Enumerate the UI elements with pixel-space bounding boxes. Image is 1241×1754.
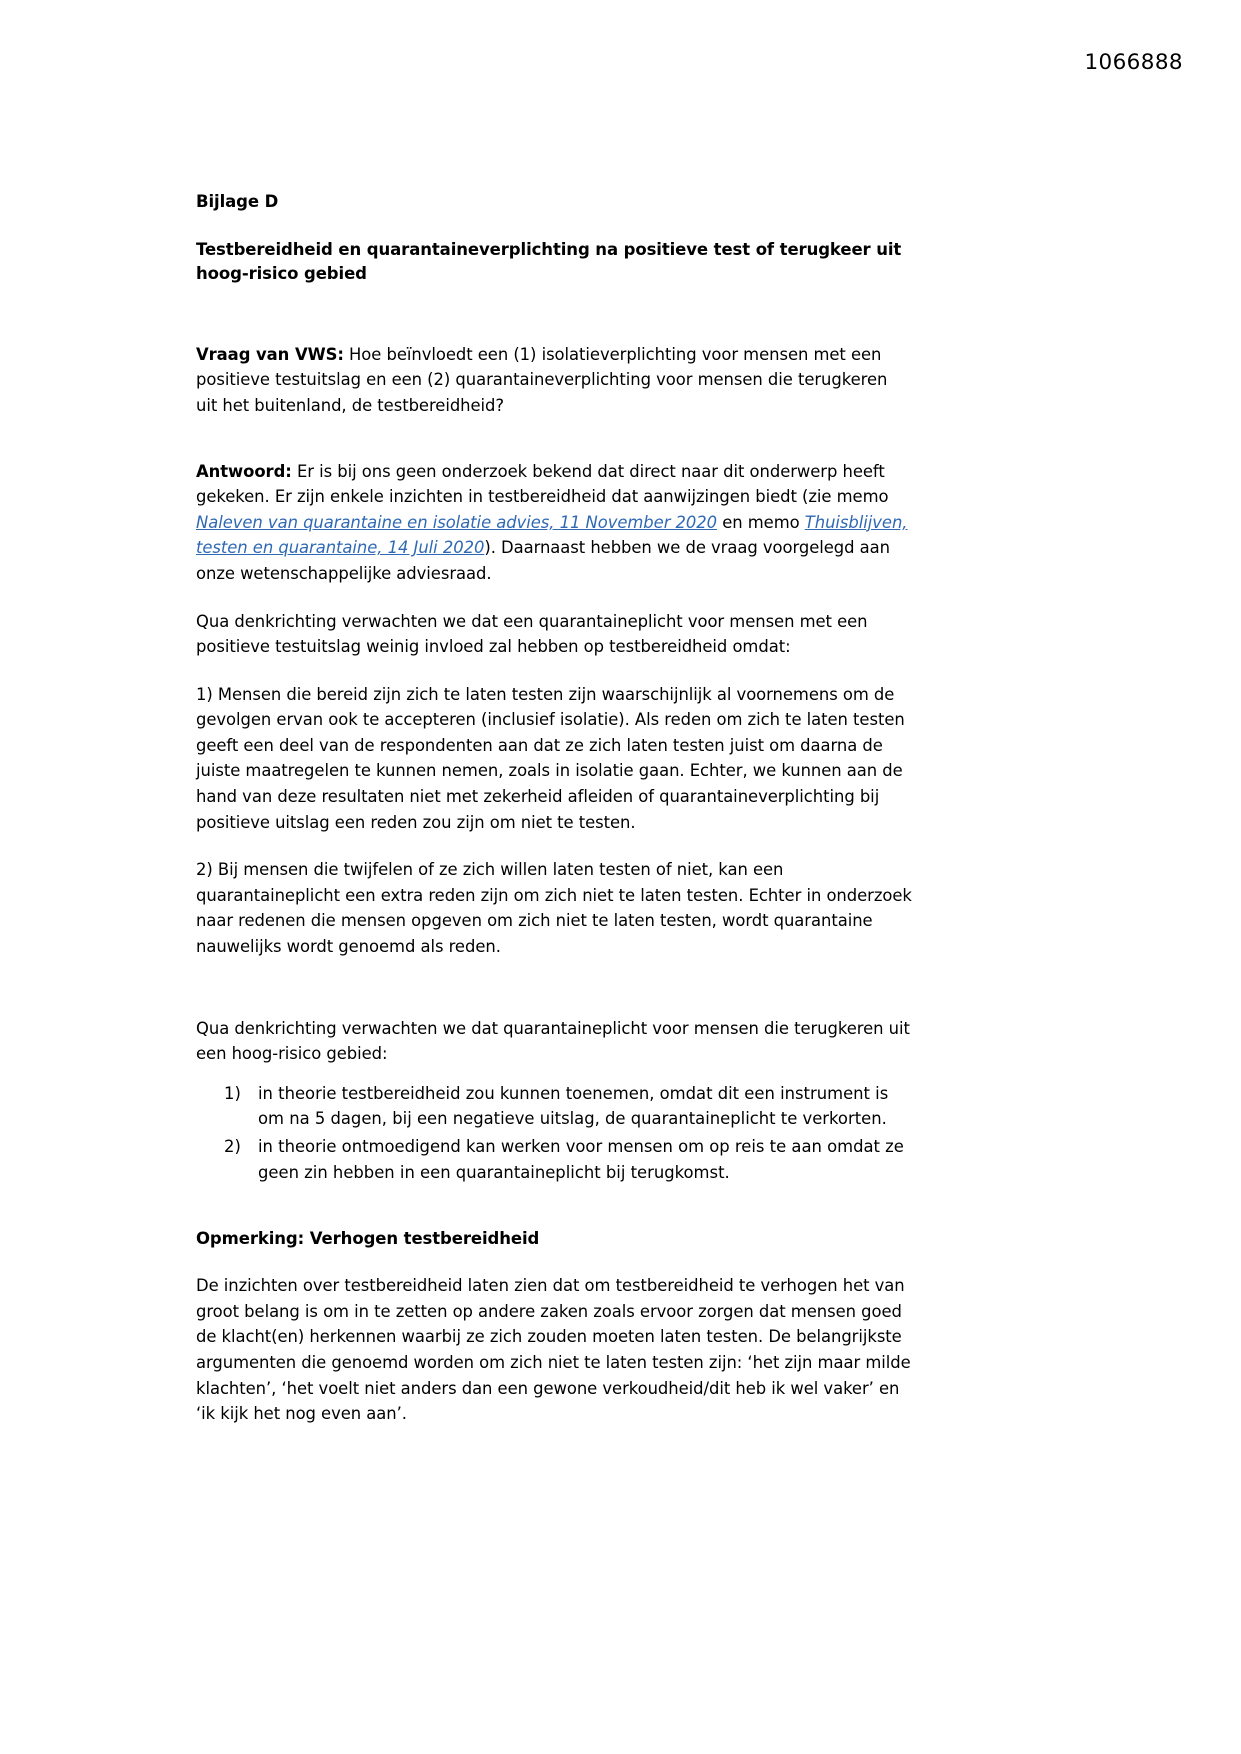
spacer xyxy=(196,1187,912,1227)
page-number: 1066888 xyxy=(1084,50,1183,75)
spacer xyxy=(196,960,912,1016)
answer-text-intro: Er is bij ons geen onderzoek bekend dat direct naar dit onderwerp heeft gekeken. Er zijn enkele inzichten in testbereidheid dat aanwijzingen biedt (zie memo xyxy=(196,461,889,507)
intro-highrisk-paragraph: Qua denkrichting verwachten we dat quarantaineplicht voor mensen die terugkeren uit een hoog-risico gebied: xyxy=(196,1018,910,1064)
appendix-label: Bijlage D xyxy=(196,192,279,211)
reason-paragraph-2: 2) Bij mensen die twijfelen of ze zich willen laten testen of niet, kan een quarantaineplicht een extra reden zijn om zich niet te laten testen. Echter in onderzoek naar redenen die mensen opgeven om zich niet te laten testen, wordt quarantaine nauwelijks wordt genoemd als reden. xyxy=(196,860,912,957)
question-text: Hoe beïnvloedt een (1) isolatieverplichting voor mensen met een positieve testuitslag en een (2) quarantaineverplichting voor mensen die terugkeren uit het buitenland, de testbereidheid? xyxy=(196,344,888,415)
highrisk-list xyxy=(196,1081,912,1185)
remark-heading: Opmerking: Verhogen testbereidheid xyxy=(196,1229,540,1249)
list-item: in theorie testbereidheid zou kunnen toenemen, omdat dit een instrument is om na 5 dagen, bij een negatieve uitslag, de quarantaineplicht te verkorten. xyxy=(258,1083,889,1129)
spacer xyxy=(196,286,912,342)
answer-text-outro: ). Daarnaast hebben we de vraag voorgelegd aan onze wetenschappelijke adviesraad. xyxy=(196,538,891,583)
list-item: in theorie ontmoedigend kan werken voor mensen om op reis te aan omdat ze geen zin hebben in een quarantaineplicht bij terugkomst. xyxy=(258,1137,904,1182)
reason-paragraph-1: 1) Mensen die bereid zijn zich te laten testen zijn waarschijnlijk al voornemens om de gevolgen ervan ook te accepteren (inclusief isolatie). Als reden om zich te laten testen geeft een deel van de respondenten aan dat ze zich laten testen juist om daarna de juiste maatregelen te kunnen nemen, zoals in isolatie gaan. Echter, we kunnen aan de hand van deze resultaten niet met zekerheid afleiden of quarantaineverplichting bij positieve uitslag een reden zou zijn om niet te testen. xyxy=(196,684,905,832)
spacer xyxy=(196,835,912,857)
spacer xyxy=(196,660,912,682)
answer-paragraph xyxy=(196,459,912,587)
memo-link-thuisblijven-testen[interactable]: Thuisblijven, testen en quarantaine, 14 Juli 2020 xyxy=(196,512,908,558)
page-title: Testbereidheid en quarantaineverplichting na positieve test of terugkeer uit hoog-risico gebied xyxy=(196,239,902,283)
spacer xyxy=(196,1251,912,1273)
question-paragraph xyxy=(196,342,912,419)
question-label: Vraag van VWS: xyxy=(196,344,344,364)
spacer xyxy=(196,1067,912,1081)
document-body xyxy=(196,190,912,1427)
spacer xyxy=(196,419,912,459)
spacer xyxy=(196,587,912,609)
memo-link-naleven-quarantaine[interactable]: Naleven van quarantaine en isolatie advies, 11 November 2020 xyxy=(196,512,718,532)
intro-positive-test-paragraph: Qua denkrichting verwachten we dat een quarantaineplicht voor mensen met een positieve testuitslag weinig invloed zal hebben op testbereidheid omdat: xyxy=(196,611,868,657)
remark-paragraph: De inzichten over testbereidheid laten zien dat om testbereidheid te verhogen het van groot belang is om in te zetten op andere zaken zoals ervoor zorgen dat mensen goed de klacht(en) herkennen waarbij ze zich zouden moeten laten testen. De belangrijkste argumenten die genoemd worden om zich niet te laten testen zijn: ‘het zijn maar milde klachten’, ‘het voelt niet anders dan een gewone verkoudheid/dit heb ik wel vaker’ en ‘ik kijk het nog even aan’. xyxy=(196,1276,911,1424)
answer-text-between: en memo xyxy=(717,512,805,532)
answer-label: Antwoord: xyxy=(196,461,292,481)
